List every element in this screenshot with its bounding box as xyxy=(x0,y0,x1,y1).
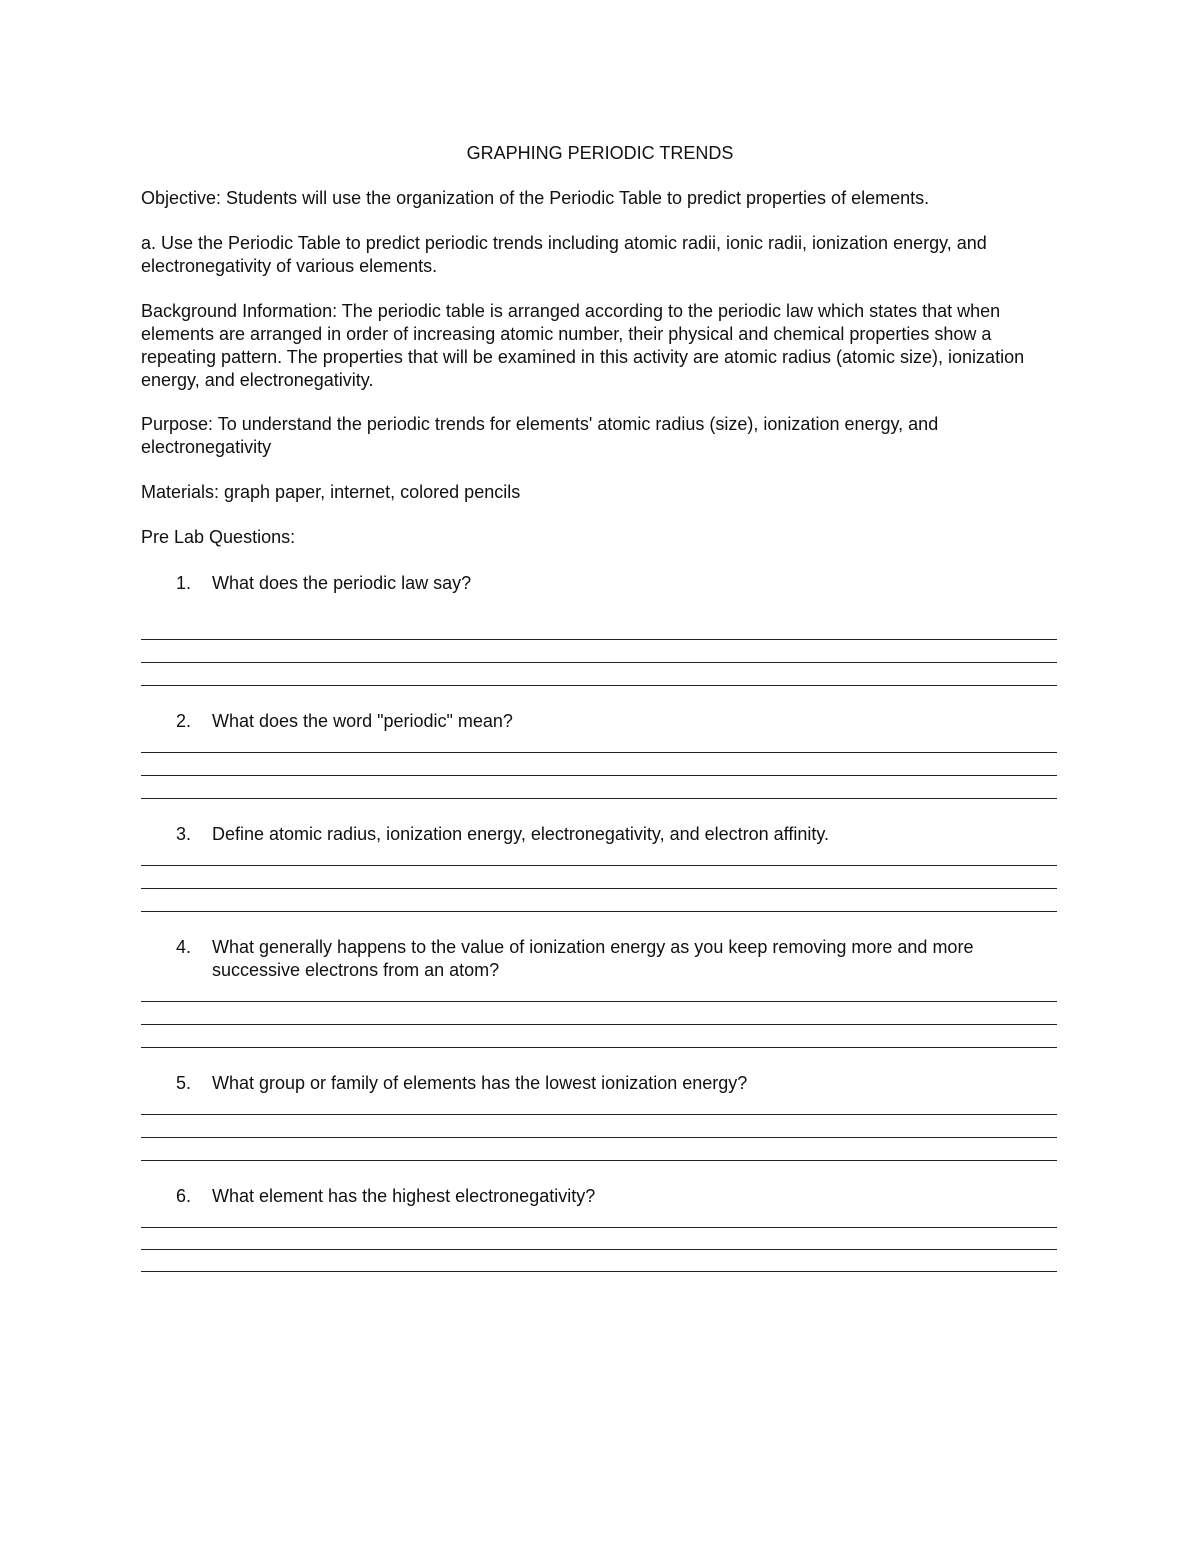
answer-line[interactable] xyxy=(141,1137,1057,1138)
answer-line[interactable] xyxy=(141,1047,1057,1048)
materials-text: Materials: graph paper, internet, colored pencils xyxy=(141,482,521,502)
answer-line[interactable] xyxy=(141,1114,1057,1115)
question-text: What generally happens to the value of ionization energy as you keep removing more and more successive electrons from an atom? xyxy=(212,937,974,980)
question-2 xyxy=(141,710,1059,733)
question-number: 1. xyxy=(176,573,192,593)
answer-line[interactable] xyxy=(141,639,1057,640)
prelab-heading: Pre Lab Questions: xyxy=(141,527,296,547)
page-title: GRAPHING PERIODIC TRENDS xyxy=(466,143,734,163)
question-text: What does the periodic law say? xyxy=(212,573,472,593)
question-4 xyxy=(141,936,1059,982)
answer-line[interactable] xyxy=(141,888,1057,889)
objective-text: Objective: Students will use the organization of the Periodic Table to predict properties of elements. xyxy=(141,188,930,208)
answer-line[interactable] xyxy=(141,1001,1057,1002)
question-number: 4. xyxy=(176,937,192,957)
answer-line[interactable] xyxy=(141,911,1057,912)
question-1 xyxy=(141,572,1059,595)
question-6 xyxy=(141,1185,1059,1208)
question-text: What group or family of elements has the lowest ionization energy? xyxy=(212,1073,748,1093)
answer-line[interactable] xyxy=(141,1249,1057,1250)
question-3 xyxy=(141,823,1059,846)
question-text: Define atomic radius, ionization energy, electronegativity, and electron affinity. xyxy=(212,824,830,844)
question-5 xyxy=(141,1072,1059,1095)
question-number: 3. xyxy=(176,824,192,844)
answer-line[interactable] xyxy=(141,662,1057,663)
question-text: What does the word "periodic" mean? xyxy=(212,711,513,731)
background-text: Background Information: The periodic table is arranged according to the periodic law which states that when elements are arranged in order of increasing atomic number, their physical and chemical properties show a repeating pattern. The properties that will be examined in this activity are atomic radius (atomic size), ionization energy, and electronegativity. xyxy=(141,301,1025,390)
answer-line[interactable] xyxy=(141,1160,1057,1161)
answer-line[interactable] xyxy=(141,798,1057,799)
answer-line[interactable] xyxy=(141,1227,1057,1228)
answer-line[interactable] xyxy=(141,775,1057,776)
answer-line[interactable] xyxy=(141,1024,1057,1025)
answer-line[interactable] xyxy=(141,685,1057,686)
purpose-text: Purpose: To understand the periodic trends for elements' atomic radius (size), ionization energy, and electronegativity xyxy=(141,414,939,457)
answer-line[interactable] xyxy=(141,865,1057,866)
question-number: 2. xyxy=(176,711,192,731)
question-text: What element has the highest electronegativity? xyxy=(212,1186,596,1206)
question-number: 5. xyxy=(176,1073,192,1093)
question-number: 6. xyxy=(176,1186,192,1206)
standard-text: a. Use the Periodic Table to predict periodic trends including atomic radii, ionic radii, ionization energy, and electronegativity of various elements. xyxy=(141,233,987,276)
answer-line[interactable] xyxy=(141,752,1057,753)
answer-line[interactable] xyxy=(141,1271,1057,1272)
